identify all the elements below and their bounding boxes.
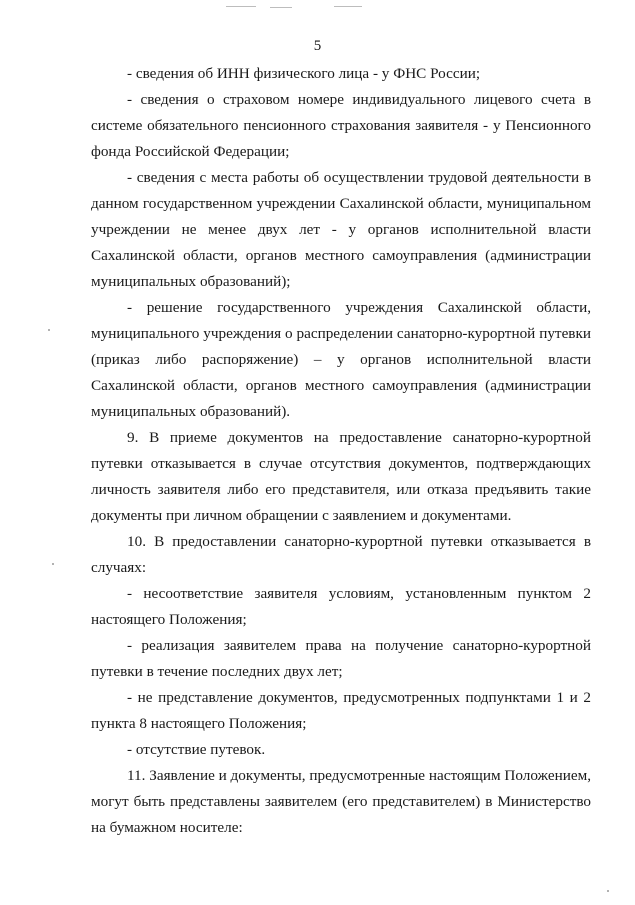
paragraph-decision: - решение государственного учреждения Сахалинской области, муниципального учреждения о распределении санаторно-курортной путевки (приказ либо распоряжение) – у органов исполнительной власти Сахалинской области, органов местного самоуправления (администрации муниципальных образований).	[91, 299, 591, 420]
paragraph-clause-9: 9. В приеме документов на предоставление санаторно-курортной путевки отказывается в случае отсутствия документов, подтверждающих личность заявителя либо его представителя, или отказа предъявить такие документы при личном обращении с заявлением и документами.	[91, 429, 591, 524]
scan-artifact	[226, 6, 256, 7]
scan-speck	[607, 890, 609, 892]
document-body	[91, 61, 591, 841]
paragraph-inn: - сведения об ИНН физического лица - у ФНС России;	[127, 65, 481, 82]
scan-artifact	[270, 7, 292, 8]
paragraph-missing-docs: - не представление документов, предусмотренных подпунктами 1 и 2 пункта 8 настоящего Положения;	[91, 689, 591, 732]
paragraph-clause-10: 10. В предоставлении санаторно-курортной путевки отказывается в случаях:	[91, 533, 591, 576]
page-number: 5	[313, 38, 322, 54]
paragraph-clause-11: 11. Заявление и документы, предусмотренные настоящим Положением, могут быть представлены заявителем (его представителем) в Министерство на бумажном носителе:	[91, 767, 591, 836]
scan-artifact	[334, 6, 362, 7]
paragraph-work-info: - сведения с места работы об осуществлении трудовой деятельности в данном государственном учреждении Сахалинской области, муниципальном учреждении не менее двух лет - у органов исполнительной власти Сахалинской области, органов местного самоуправления (администрации муниципальных образований);	[91, 169, 591, 290]
paragraph-used-right: - реализация заявителем права на получение санаторно-курортной путевки в течение последних двух лет;	[91, 637, 591, 680]
paragraph-mismatch: - несоответствие заявителя условиям, установленным пунктом 2 настоящего Положения;	[91, 585, 591, 628]
paragraph-snils: - сведения о страховом номере индивидуального лицевого счета в системе обязательного пенсионного страхования заявителя - у Пенсионного фонда Российской Федерации;	[91, 91, 591, 160]
scan-speck	[52, 563, 54, 565]
paragraph-no-vouchers: - отсутствие путевок.	[127, 741, 266, 758]
scan-speck	[48, 329, 50, 331]
